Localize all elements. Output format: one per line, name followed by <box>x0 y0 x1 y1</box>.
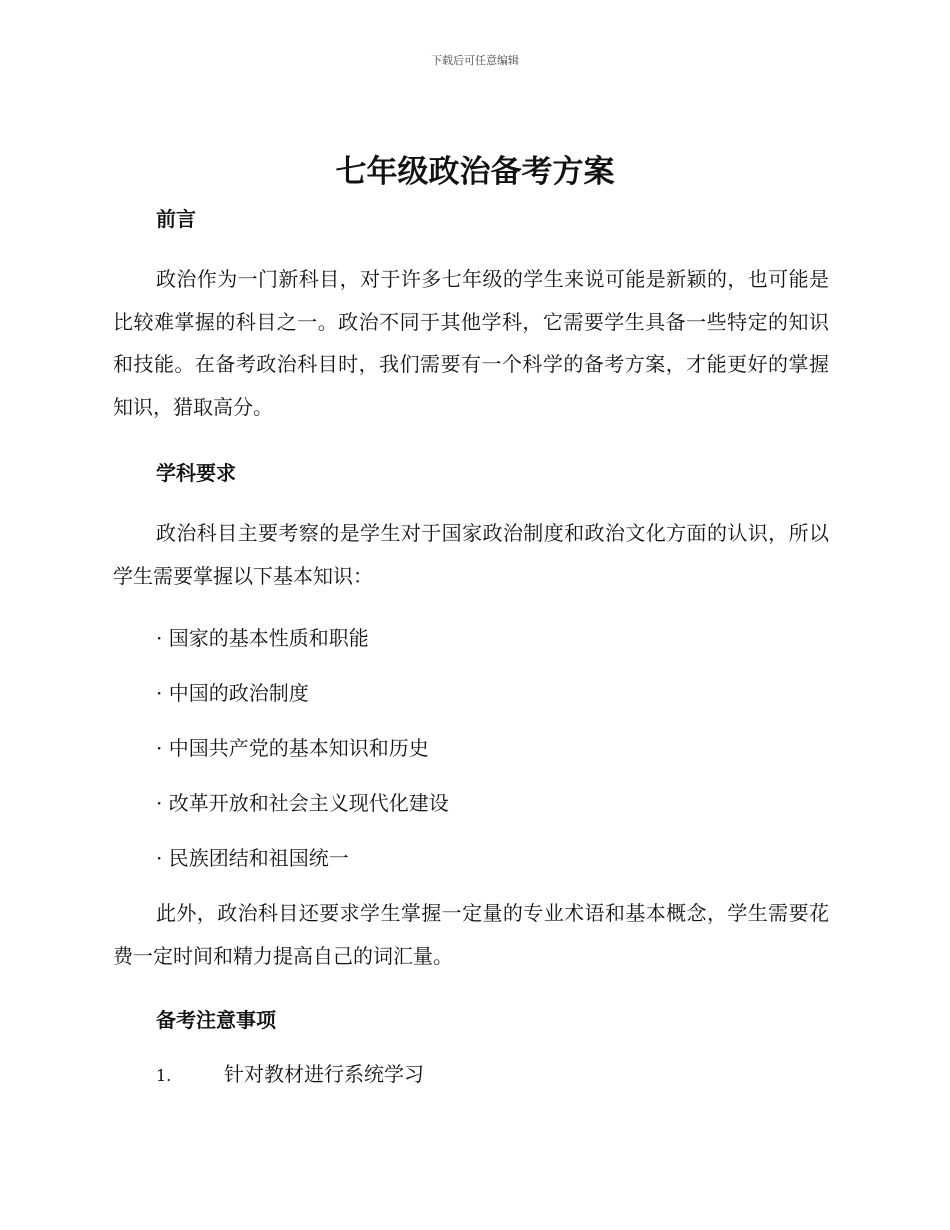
requirements-intro-paragraph: 政治科目主要考察的是学生对于国家政治制度和政治文化方面的认识，所以学生需要掌握以下基本知识： <box>113 521 829 588</box>
section-heading-requirements: 学科要求 <box>156 461 236 485</box>
list-item-number: 1. <box>156 1066 172 1085</box>
list-item: · 中国的政治制度 <box>156 681 309 705</box>
preface-paragraph: 政治作为一门新科目，对于许多七年级的学生来说可能是新颖的，也可能是比较难掌握的科目之一。政治不同于其他学科，它需要学生具备一些特定的知识和技能。在备考政治科目时，我们需要有一个科学的备考方案，才能更好的掌握知识，猎取高分。 <box>113 267 829 419</box>
list-item: · 国家的基本性质和职能 <box>156 626 369 650</box>
list-item: · 民族团结和祖国统一 <box>156 846 349 870</box>
list-item-text: 针对教材进行系统学习 <box>224 1062 424 1086</box>
document-body <box>113 202 829 1093</box>
document-title: 七年级政治备考方案 <box>335 154 615 190</box>
knowledge-bullet-list <box>113 621 829 875</box>
list-item: · 中国共产党的基本知识和历史 <box>156 736 429 760</box>
page-header: 下载后可任意编辑 <box>431 54 519 67</box>
section-heading-preface: 前言 <box>156 207 196 231</box>
requirements-closing-paragraph: 此外，政治科目还要求学生掌握一定量的专业术语和基本概念，学生需要花费一定时间和精力提高自己的词汇量。 <box>113 901 829 968</box>
section-heading-notes: 备考注意事项 <box>156 1008 276 1032</box>
list-item: · 改革开放和社会主义现代化建设 <box>156 791 449 815</box>
numbered-list-item <box>156 1057 829 1093</box>
